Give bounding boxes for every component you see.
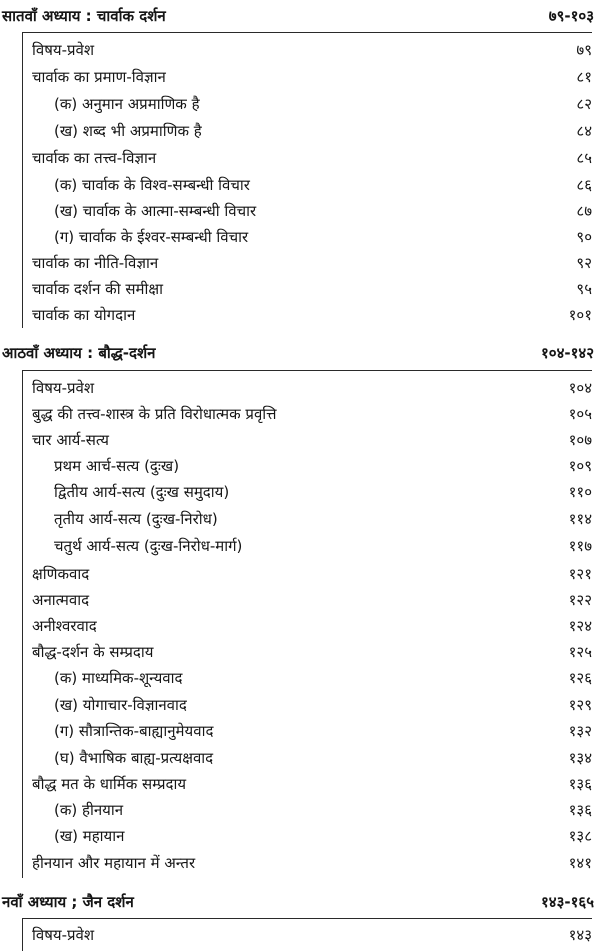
chapter-heading [0,889,600,915]
toc-entry-title: (क) अनुमान अप्रमाणिक है [54,95,200,113]
toc-entry-page: १२१ [568,565,592,583]
toc-entry-page: ९२ [576,254,592,272]
toc-entry-title: विषय-प्रवेश [32,41,95,59]
toc-entry-title: अनात्मवाद [32,591,90,609]
toc-entry [0,250,600,276]
divider [22,370,592,371]
toc-entry [0,401,600,427]
divider [22,918,592,919]
toc-entry-page: १२४ [568,617,592,635]
toc-entry [0,375,600,401]
toc-entry [0,276,600,302]
toc-entry-title: अनीश्वरवाद [32,617,97,635]
toc-entry-title: (क) माध्यमिक-शून्यवाद [54,669,183,687]
toc-entry-title: (ग) सौत्रान्तिक-बाह्यानुमेयवाद [54,722,214,740]
toc-entry [0,561,600,587]
toc-entry [0,172,600,198]
toc-entry-title: (ख) चार्वाक के आत्मा-सम्बन्धी विचार [54,202,257,220]
toc-entry [0,587,600,613]
toc-entry-page: १०५ [568,405,592,423]
toc-entry-page: १३६ [568,801,592,819]
chapter-heading [0,3,600,29]
toc-entry [0,302,600,328]
toc-entry-title: हीनयान और महायान में अन्तर [32,854,196,872]
toc-entry-page: ८१ [576,68,592,86]
toc-entry-page: १०९ [568,457,592,475]
toc-entry [0,533,600,559]
toc-entry-title: विषय-प्रवेश [32,926,95,944]
chapter-page-range: १०४-१४२ [540,344,594,362]
toc-entry-title: (ख) शब्द भी अप्रमाणिक है [54,122,202,140]
toc-entry-title: प्रथम आर्च-सत्य (दुःख) [54,457,180,475]
toc-entry-page: ११७ [568,537,592,555]
toc-entry-page: ८६ [576,176,592,194]
toc-entry-title: (घ) वैभाषिक बाह्य-प्रत्यक्षवाद [54,749,214,767]
toc-entry [0,37,600,63]
toc-entry-title: चार आर्य-सत्य [32,431,109,449]
toc-entry-page: १३६ [568,775,592,793]
chapter-title: नवाँ अध्याय ; जैन दर्शन [2,893,134,911]
toc-entry-title: क्षणिकवाद [32,565,90,583]
toc-entry [0,718,600,744]
toc-entry-title: बुद्ध की तत्त्व-शास्त्र के प्रति विरोधात्मक प्रवृत्ति [32,405,277,423]
toc-entry-page: १४१ [568,854,592,872]
toc-entry [0,118,600,144]
toc-entry-title: (ख) महायान [54,827,125,845]
toc-entry-page: १०७ [568,431,592,449]
toc-entry-page: १२५ [568,643,592,661]
toc-entry [0,665,600,691]
toc-entry [0,198,600,224]
toc-entry [0,427,600,453]
toc-entry-page: १४३ [568,926,592,944]
toc-entry-title: तृतीय आर्य-सत्य (दुःख-निरोध) [54,510,218,528]
toc-entry [0,64,600,90]
toc-entry-page: १२२ [568,591,592,609]
toc-entry-page: १२९ [568,696,592,714]
toc-entry-page: ८२ [576,95,592,113]
toc-entry-title: बौद्ध मत के धार्मिक सम्प्रदाय [32,775,187,793]
toc-entry-title: बौद्ध-दर्शन के सम्प्रदाय [32,643,154,661]
toc-entry-title: (ग) चार्वाक के ईश्वर-सम्बन्धी विचार [54,228,249,246]
chapter-heading [0,340,600,366]
divider [22,32,592,33]
toc-entry-title: चार्वाक का तत्त्व-विज्ञान [32,149,157,167]
toc-entry-page: १२६ [568,669,592,687]
toc-entry-title: विषय-प्रवेश [32,379,95,397]
toc-entry-page: १३२ [568,722,592,740]
toc-entry [0,823,600,849]
toc-entry-page: ९० [576,228,592,246]
toc-entry [0,745,600,771]
toc-entry-title: चार्वाक का नीति-विज्ञान [32,254,159,272]
toc-entry [0,771,600,797]
toc-entry-page: ११० [568,483,592,501]
toc-entry-page: ७९ [576,41,592,59]
toc-entry-title: (ख) योगाचार-विज्ञानवाद [54,696,187,714]
toc-entry [0,639,600,665]
toc-entry-page: ८५ [576,149,592,167]
toc-entry [0,613,600,639]
toc-entry [0,145,600,171]
toc-entry [0,850,600,876]
toc-entry-page: १०४ [568,379,592,397]
toc-entry-page: ९५ [576,280,592,298]
toc-entry [0,453,600,479]
toc-entry-page: १३४ [568,749,592,767]
chapter-title: सातवाँ अध्याय : चार्वाक दर्शन [2,7,166,25]
toc-entry-title: (क) हीनयान [54,801,124,819]
chapter-page-range: ७९-१०३ [548,7,594,25]
toc-entry [0,479,600,505]
toc-entry-title: चतुर्थ आर्य-सत्य (दुःख-निरोध-मार्ग) [54,537,243,555]
toc-entry-page: ८७ [576,202,592,220]
toc-entry-title: (क) चार्वाक के विश्व-सम्बन्धी विचार [54,176,250,194]
toc-entry [0,692,600,718]
toc-entry-title: द्वितीय आर्य-सत्य (दुःख समुदाय) [54,483,230,501]
toc-entry-page: ८४ [576,122,592,140]
toc-entry-title: चार्वाक का योगदान [32,306,136,324]
toc-entry [0,224,600,250]
toc-entry-page: १०१ [568,306,592,324]
toc-entry [0,91,600,117]
toc-entry-page: ११४ [568,510,592,528]
toc-entry [0,797,600,823]
chapter-page-range: १४३-१६५ [540,893,594,911]
toc-entry [0,506,600,532]
toc-entry-title: चार्वाक का प्रमाण-विज्ञान [32,68,166,86]
chapter-title: आठवाँ अध्याय : बौद्ध-दर्शन [2,344,156,362]
toc-entry-page: १३८ [568,827,592,845]
toc-entry-title: चार्वाक दर्शन की समीक्षा [32,280,163,298]
toc-entry [0,922,600,948]
